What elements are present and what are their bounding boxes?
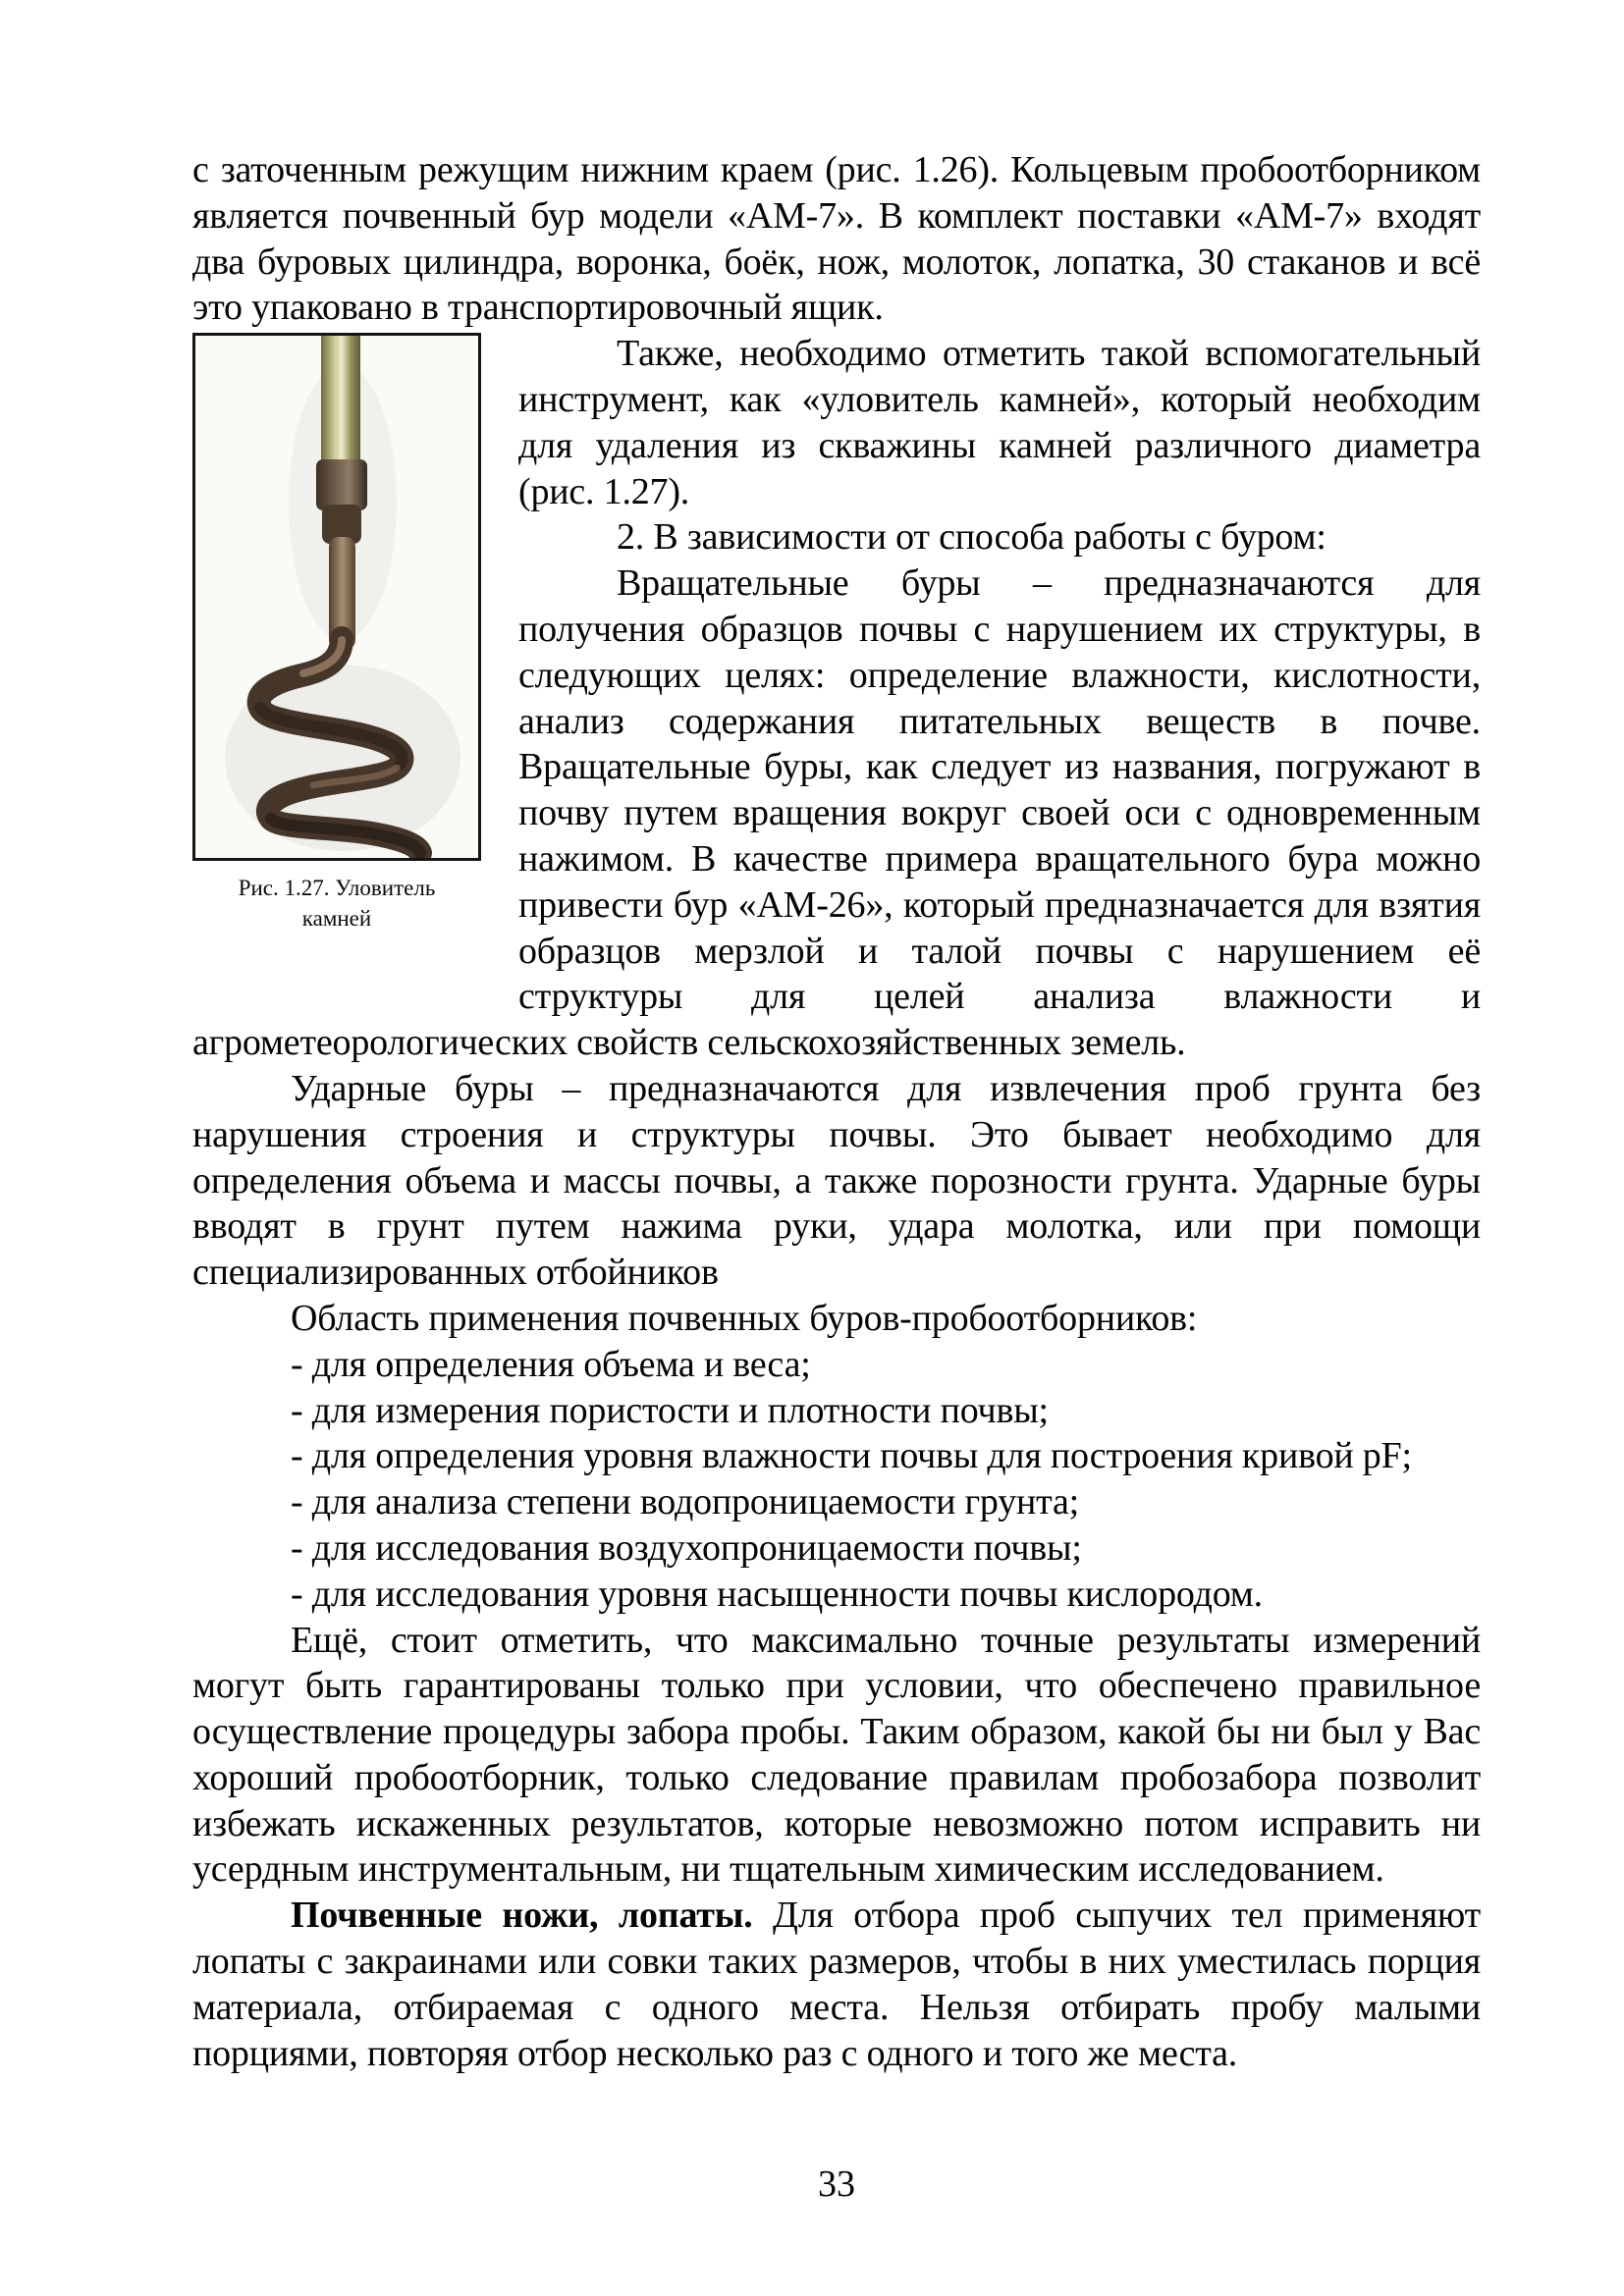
paragraph-am7-kit: с заточенным режущим нижним краем (рис. 1.26). Кольцевым пробоотборником является почвенный бур модели «АМ-7». В комплект поставки «АМ-7» входят два буровых цилиндра, воронка, боёк, нож, молоток, лопатка, 30 стаканов и всё это упаковано в транспортировочный ящик. bbox=[192, 149, 1481, 329]
figure-1-27 bbox=[192, 333, 481, 934]
figure-caption-line2: камней bbox=[301, 906, 372, 932]
paragraph-accuracy-note: Ещё, стоит отметить, что максимально точные результаты измерений могут быть гарантированы только при условии, что обеспечено правильное осуществление процедуры забора пробы. Таким образом, какой бы ни был у Вас хороший пробоотборник, только следование правилам пробозабора позволит избежать искаженных результатов, которые невозможно потом исправить ни усердным инструментальным, ни тщательным химическим исследованием. bbox=[192, 1619, 1481, 1891]
list-item-oxygen-saturation: - для исследования уровня насыщенности почвы кислородом. bbox=[291, 1573, 1263, 1615]
page-number: 33 bbox=[818, 2163, 855, 2205]
list-item-water-permeability: - для анализа степени водопроницаемости грунта; bbox=[291, 1481, 1080, 1523]
figure-caption-line1: Рис. 1.27. Уловитель bbox=[238, 876, 436, 901]
list-item-volume-weight: - для определения объема и веса; bbox=[291, 1343, 811, 1385]
run-in-heading-soil-knives: Почвенные ножи, лопаты. bbox=[291, 1895, 753, 1937]
paragraph-soil-knives-text: Для отбора проб сыпучих тел применяют лопаты с закраинами или совки таких размеров, чтобы в них уместилась порция материала, отбираемая с одного места. Нельзя отбирать пробу малыми порциями, повторяя отбор несколько раз с одного и того же места. bbox=[192, 1895, 1481, 2074]
stone-catcher-photo bbox=[195, 336, 478, 858]
figure-caption bbox=[192, 873, 481, 934]
list-item-moisture-pf: - для определения уровня влажности почвы для построения кривой pF; bbox=[291, 1435, 1412, 1477]
paragraph-impact-augers: Ударные буры – предназначаются для извлечения проб грунта без нарушения строения и структуры почвы. Это бывает необходимо для определения объема и массы почвы, а также порозности грунта. Ударные буры вводят в грунт путем нажима руки, удара молотка, или при помощи специализированных отбойников bbox=[192, 1067, 1481, 1294]
paragraph-stone-catcher: Также, необходимо отметить такой вспомогательный инструмент, как «уловитель камней», который необходим для удаления из скважины камней различного диаметра (рис. 1.27). bbox=[518, 333, 1481, 512]
list-item-porosity-density: - для измерения пористости и плотности почвы; bbox=[291, 1389, 1049, 1431]
paragraph-applications-heading: Область применения почвенных буров-пробоотборников: bbox=[291, 1297, 1198, 1339]
paragraph-rotary-augers: Вращательные буры – предназначаются для получения образцов почвы с нарушением их структуры, в следующих целях: определение влажности, кислотности, анализ содержания питательных веществ в почве. Вращательные буры, как следует из названия, погружают в почву путем вращения вокруг своей оси с одновременным нажимом. В качестве примера вращательного бура можно привести бур «АМ-26», который предназначается для взятия образцов мерзлой и талой почвы с нарушением её структуры для целей анализа влажности и агрометеорологических свойств сельскохозяйственных земель. bbox=[192, 562, 1481, 1064]
list-item-air-permeability: - для исследования воздухопроницаемости почвы; bbox=[291, 1526, 1082, 1569]
paragraph-classification-heading: 2. В зависимости от способа работы с буром: bbox=[617, 516, 1326, 559]
paragraph-soil-knives bbox=[192, 1893, 1481, 2076]
figure-image-frame bbox=[192, 333, 481, 861]
